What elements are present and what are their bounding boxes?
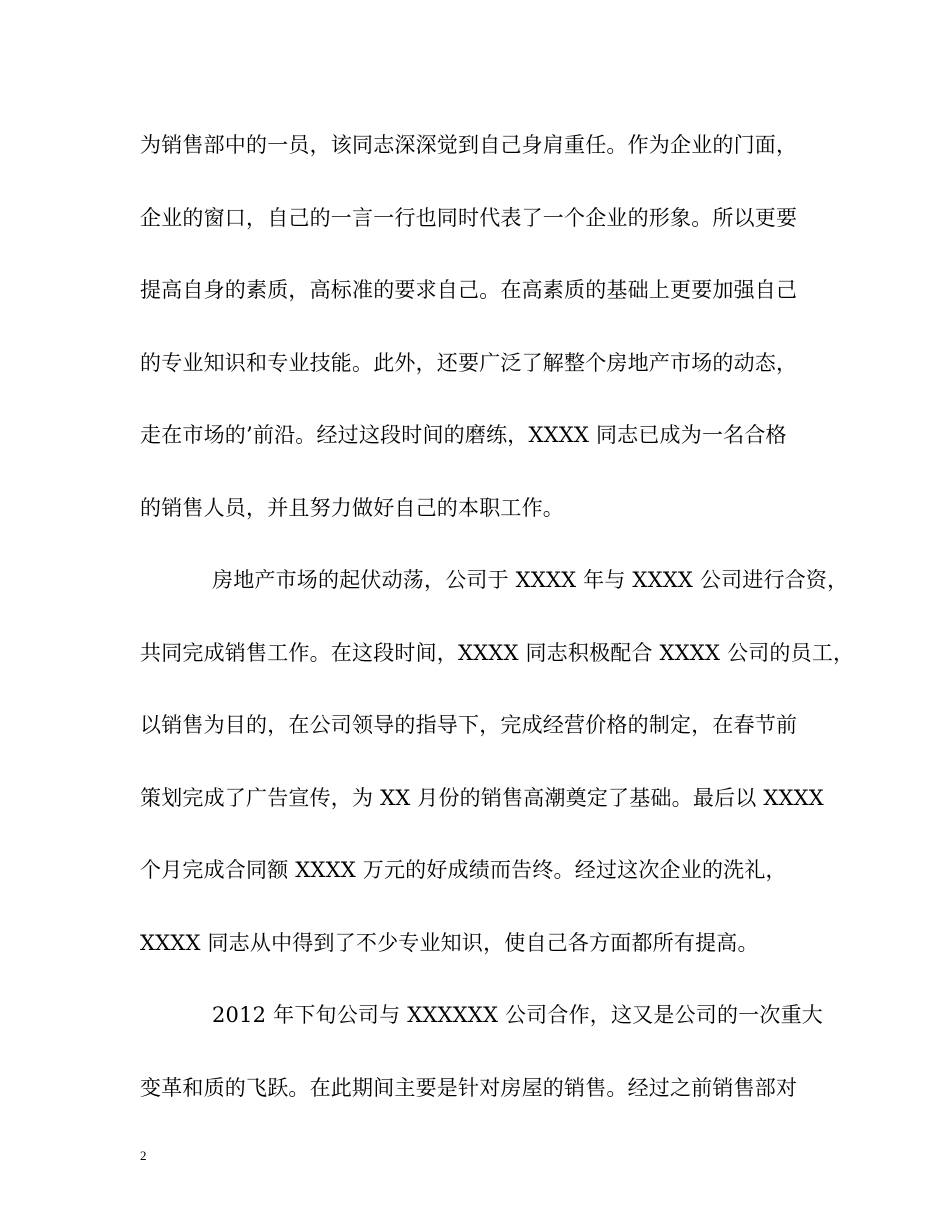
text-line: 变革和质的飞跃。在此期间主要是针对房屋的销售。经过之前销售部对 — [140, 1076, 798, 1100]
text-line: 共同完成销售工作。在这段时间，XXXX 同志积极配合 XXXX 公司的员工， — [140, 641, 855, 665]
text-line: 策划完成了广告宣传，为 XX 月份的销售高潮奠定了基础。最后以 XXXX — [140, 786, 824, 810]
text-line: 以销售为目的，在公司领导的指导下，完成经营价格的制定，在春节前 — [140, 713, 798, 737]
text-line: 的专业知识和专业技能。此外，还要广泛了解整个房地产市场的动态， — [140, 351, 798, 375]
text-line: 2012 年下旬公司与 XXXXXX 公司合作，这又是公司的一次重大 — [212, 1003, 823, 1027]
text-line: 走在市场的’前沿。经过这段时间的磨练，XXXX 同志已成为一名合格 — [140, 423, 787, 447]
page-number: 2 — [140, 1148, 147, 1163]
text-line: 企业的窗口，自己的一言一行也同时代表了一个企业的形象。所以更要 — [140, 206, 798, 230]
text-line: 个月完成合同额 XXXX 万元的好成绩而告终。经过这次企业的洗礼， — [140, 858, 787, 882]
text-line: XXXX 同志从中得到了不少专业知识，使自己各方面都所有提高。 — [140, 931, 759, 955]
text-line: 房地产市场的起伏动荡，公司于 XXXX 年与 XXXX 公司进行合资， — [212, 568, 849, 592]
text-line: 为销售部中的一员，该同志深深觉到自己身肩重任。作为企业的门面， — [140, 133, 798, 157]
text-line: 的销售人员，并且努力做好自己的本职工作。 — [140, 496, 564, 520]
text-line: 提高自身的素质，高标准的要求自己。在高素质的基础上更要加强自己 — [140, 278, 798, 302]
